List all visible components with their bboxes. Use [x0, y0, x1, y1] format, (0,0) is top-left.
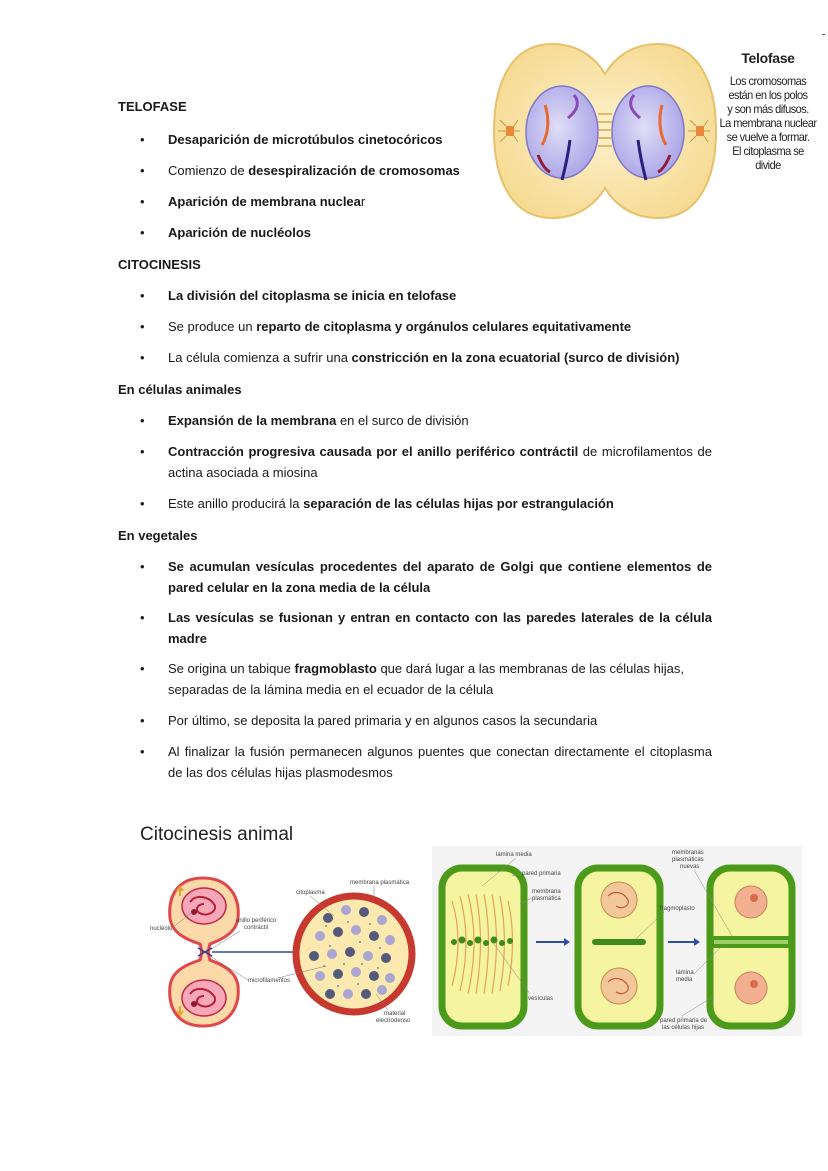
list-item	[140, 347, 712, 368]
list-item	[140, 607, 712, 649]
caption-line: Los cromosomas	[729, 74, 807, 88]
label-citoplasma: citoplasma	[296, 890, 325, 896]
cell-plate	[592, 939, 646, 945]
plain-text: en el surco de división	[336, 413, 469, 428]
daughter-nucleus	[735, 886, 767, 918]
bullet-icon: •	[140, 610, 145, 625]
telofase-illustration	[490, 40, 720, 222]
plant-cytokinesis-illustration	[432, 846, 802, 1036]
label-membrana-2: plasmática	[532, 896, 561, 902]
heading-citocinesis: CITOCINESIS	[118, 257, 201, 272]
label-membrana-1: membrana	[532, 889, 561, 895]
bullet-icon: •	[140, 163, 145, 178]
list-item	[140, 222, 712, 243]
daughter-nucleus	[735, 972, 767, 1004]
daughter-nucleus	[601, 882, 637, 918]
top-nucleus	[182, 888, 226, 924]
bullet-icon: •	[140, 350, 145, 365]
bullet-icon: •	[140, 413, 145, 428]
page-edge-mark	[822, 34, 825, 35]
bullet-icon: •	[140, 713, 145, 728]
bullet-icon: •	[140, 661, 145, 676]
list-item	[140, 556, 712, 598]
caption-line: La membrana nuclear	[719, 116, 817, 130]
bold-text: Expansión de la membrana	[168, 413, 337, 428]
plain-text: Al finalizar la fusión permanecen algunos puentes que conectan directamente el citoplasma de las dos células hijas plasmodesmos	[168, 744, 712, 780]
list-item	[140, 441, 712, 483]
list-item	[140, 658, 712, 700]
caption-line: están en los polos	[728, 88, 808, 102]
list-item	[140, 285, 712, 306]
bullet-icon: •	[140, 444, 145, 459]
plain-text: de microfilamentos de actina asociada a miosina	[168, 444, 712, 480]
label-membrana: membrana plasmática	[350, 880, 410, 886]
bold-text: Desaparición de microtúbulos cinetocóricos	[168, 132, 443, 147]
plain-text: Este anillo producirá la	[168, 496, 304, 511]
heading-telofase: TELOFASE	[118, 99, 187, 114]
nucleolo-dot	[191, 1001, 197, 1007]
bold-text: Aparición de nucléolos	[168, 225, 312, 240]
bullet-icon: •	[140, 744, 145, 759]
label-anillo-1: anillo periférico	[236, 918, 277, 924]
caption-line: El citoplasma se	[732, 144, 804, 158]
plain-text: La célula comienza a sufrir una	[168, 350, 352, 365]
bottom-nucleus	[182, 980, 226, 1016]
list-item	[140, 493, 712, 514]
list-item	[140, 316, 712, 337]
left-nucleus	[526, 86, 598, 178]
plain-text: r	[360, 194, 366, 209]
bold-text: reparto de citoplasma y orgánulos celulares equitativamente	[256, 319, 632, 334]
bullet-icon: •	[140, 194, 145, 209]
bold-text: constricción en la zona ecuatorial (surco de división)	[351, 350, 680, 365]
plain-text: Se origina un tabique	[168, 661, 295, 676]
bold-text: fragmoblasto	[294, 661, 377, 676]
bold-text: Las vesículas se fusionan y entran en contacto con las paredes laterales de la célula madre	[168, 610, 712, 646]
citocinesis-animal-title: Citocinesis animal	[140, 824, 294, 845]
label-membranas-nuevas-1: membranas	[672, 850, 704, 856]
bold-text: Aparición de membrana nuclea	[168, 194, 361, 209]
bullet-icon: •	[140, 288, 145, 303]
bullet-icon: •	[140, 225, 145, 240]
list-item	[140, 710, 712, 731]
heading-vegetales: En vegetales	[118, 528, 198, 543]
plain-text: Se produce un	[168, 319, 257, 334]
bold-text: desespiralización de cromosomas	[248, 163, 460, 178]
caption-line: y son más difusos.	[727, 102, 809, 116]
label-lamina-media-top: lámina media	[496, 852, 532, 858]
label-pared-primaria: pared primaria	[522, 871, 561, 877]
label-membranas-nuevas-3: nuevas	[680, 864, 700, 870]
label-microfilamentos: microfilamentos	[248, 978, 291, 984]
bullet-icon: •	[140, 319, 145, 334]
label-vesiculas: vesículas	[528, 996, 554, 1002]
label-nucleolo: nucléolo	[150, 926, 173, 932]
daughter-nucleus	[601, 968, 637, 1004]
bullet-icon: •	[140, 559, 145, 574]
bold-text: La división del citoplasma se inicia en telofase	[168, 288, 457, 303]
label-pared-hijas-1: pared primaria de	[660, 1018, 708, 1024]
label-material-2: electrodenso	[376, 1018, 411, 1024]
caption-line: divide	[755, 158, 781, 172]
bold-text: Contracción progresiva causada por el anillo periférico contráctil	[168, 444, 579, 459]
label-lamina-media-1: lámina	[676, 970, 694, 976]
bullet-icon: •	[140, 496, 145, 511]
heading-celulas-animales: En células animales	[118, 382, 242, 397]
caption-line: se vuelve a formar.	[726, 130, 810, 144]
list-item	[140, 410, 712, 431]
plain-text: Comienzo de	[168, 163, 249, 178]
bold-text: Se acumulan vesículas procedentes del aparato de Golgi que contiene elementos de pared celular en la zona media de la célula	[168, 559, 712, 595]
right-nucleus	[612, 86, 684, 178]
plant-cell-1	[442, 868, 524, 1026]
plain-text: que dará lugar a las membranas de las células hijas, separadas de la lámina media en el ecuador de la célula	[168, 661, 684, 697]
telofase-caption-title: Telofase	[741, 50, 795, 66]
label-lamina-media-2: media	[676, 977, 693, 983]
telofase-caption	[712, 50, 824, 172]
label-pared-hijas-2: las células hijas	[662, 1025, 705, 1031]
animal-cytokinesis-illustration	[148, 866, 418, 1036]
bold-text: separación de las células hijas por estrangulación	[303, 496, 614, 511]
label-material-1: material	[384, 1011, 406, 1017]
label-membranas-nuevas-2: plasmáticas	[672, 857, 704, 863]
telofase-caption-text	[716, 74, 819, 172]
plain-text: Por último, se deposita la pared primaria y en algunos casos la secundaria	[168, 713, 598, 728]
label-anillo-2: contráctil	[244, 925, 269, 931]
list-item	[140, 741, 712, 783]
label-fragmoplasto: fragmoplasto	[660, 906, 695, 912]
bullet-icon: •	[140, 132, 145, 147]
